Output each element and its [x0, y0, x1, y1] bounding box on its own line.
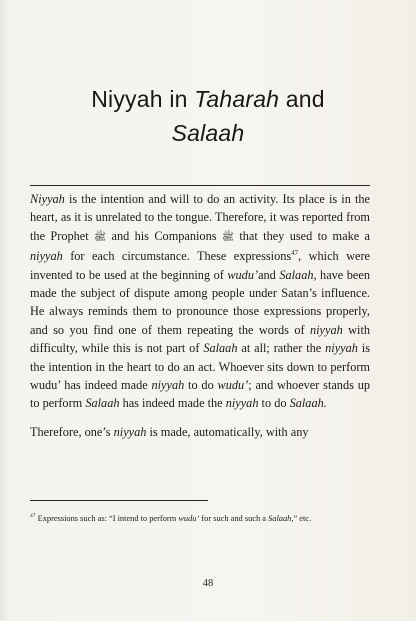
body-text [30, 190, 370, 451]
italic-term: niyyah [309, 322, 343, 337]
paragraph-2: Therefore, one’s niyyah is made, automatically, with any [30, 424, 309, 439]
chapter-title-part-2: and [279, 86, 325, 112]
honorific-symbol: ﷺ [94, 231, 107, 243]
italic-term: wudu’ [178, 514, 200, 523]
italic-term: niyyah [325, 341, 358, 356]
chapter-title [40, 82, 376, 150]
paragraph-1: Niyyah is the intention and will to do an activity. Its place is in the heart, as it is unrelated to the tongue. Therefore, it was reported from the Prophet ﷺ and his Companions ﷺ that they used to make a niyyah for each circumstance. These expressions$^{47}$, which were invented to be used at the beginning of wudu’and Salaah, have been made the subject of dispute among people under Satan’s influence. He always reminds them to pronounce those expressions properly, and so you find one of them repeating the words of niyyah with difficulty, while this is not part of Salaah at all; rather the niyyah is the intention in the heart to do an act. Whoever sits down to perform wudu’ has indeed made niyyah to do wudu’; and whoever stands up to perform Salaah has indeed made the niyyah to do Salaah. [30, 192, 371, 411]
italic-term: niyyah [151, 378, 185, 393]
footnote-47: $^{47}$ Expressions such as: “I intend to perform wudu’ for such and such a Salaah,” etc. [30, 513, 312, 523]
italic-term: wudu’ [227, 267, 259, 282]
honorific-symbol: ﷺ [221, 231, 234, 243]
footnote-reference: 47 [30, 513, 36, 520]
italic-term: niyyah [225, 396, 259, 411]
italic-term: niyyah [113, 424, 147, 439]
italic-term: niyyah [30, 249, 63, 264]
chapter-title-taharah: Taharah [194, 86, 280, 112]
page-number: 48 [202, 578, 214, 589]
chapter-title-part-1: Niyyah in [91, 86, 195, 112]
italic-term: Salaah [203, 341, 238, 356]
footnote-reference: 47 [291, 249, 299, 258]
italic-term: wudu’ [217, 378, 249, 393]
italic-term: Salaah [85, 396, 120, 411]
title-divider [30, 185, 370, 186]
italic-term: Salaah, [268, 514, 294, 523]
italic-term: Niyyah [30, 192, 65, 206]
chapter-title-salaah: Salaah [171, 120, 245, 146]
footnote-divider [30, 500, 208, 501]
italic-term: Salaah. [289, 396, 327, 411]
italic-term: Salaah, [279, 267, 317, 282]
